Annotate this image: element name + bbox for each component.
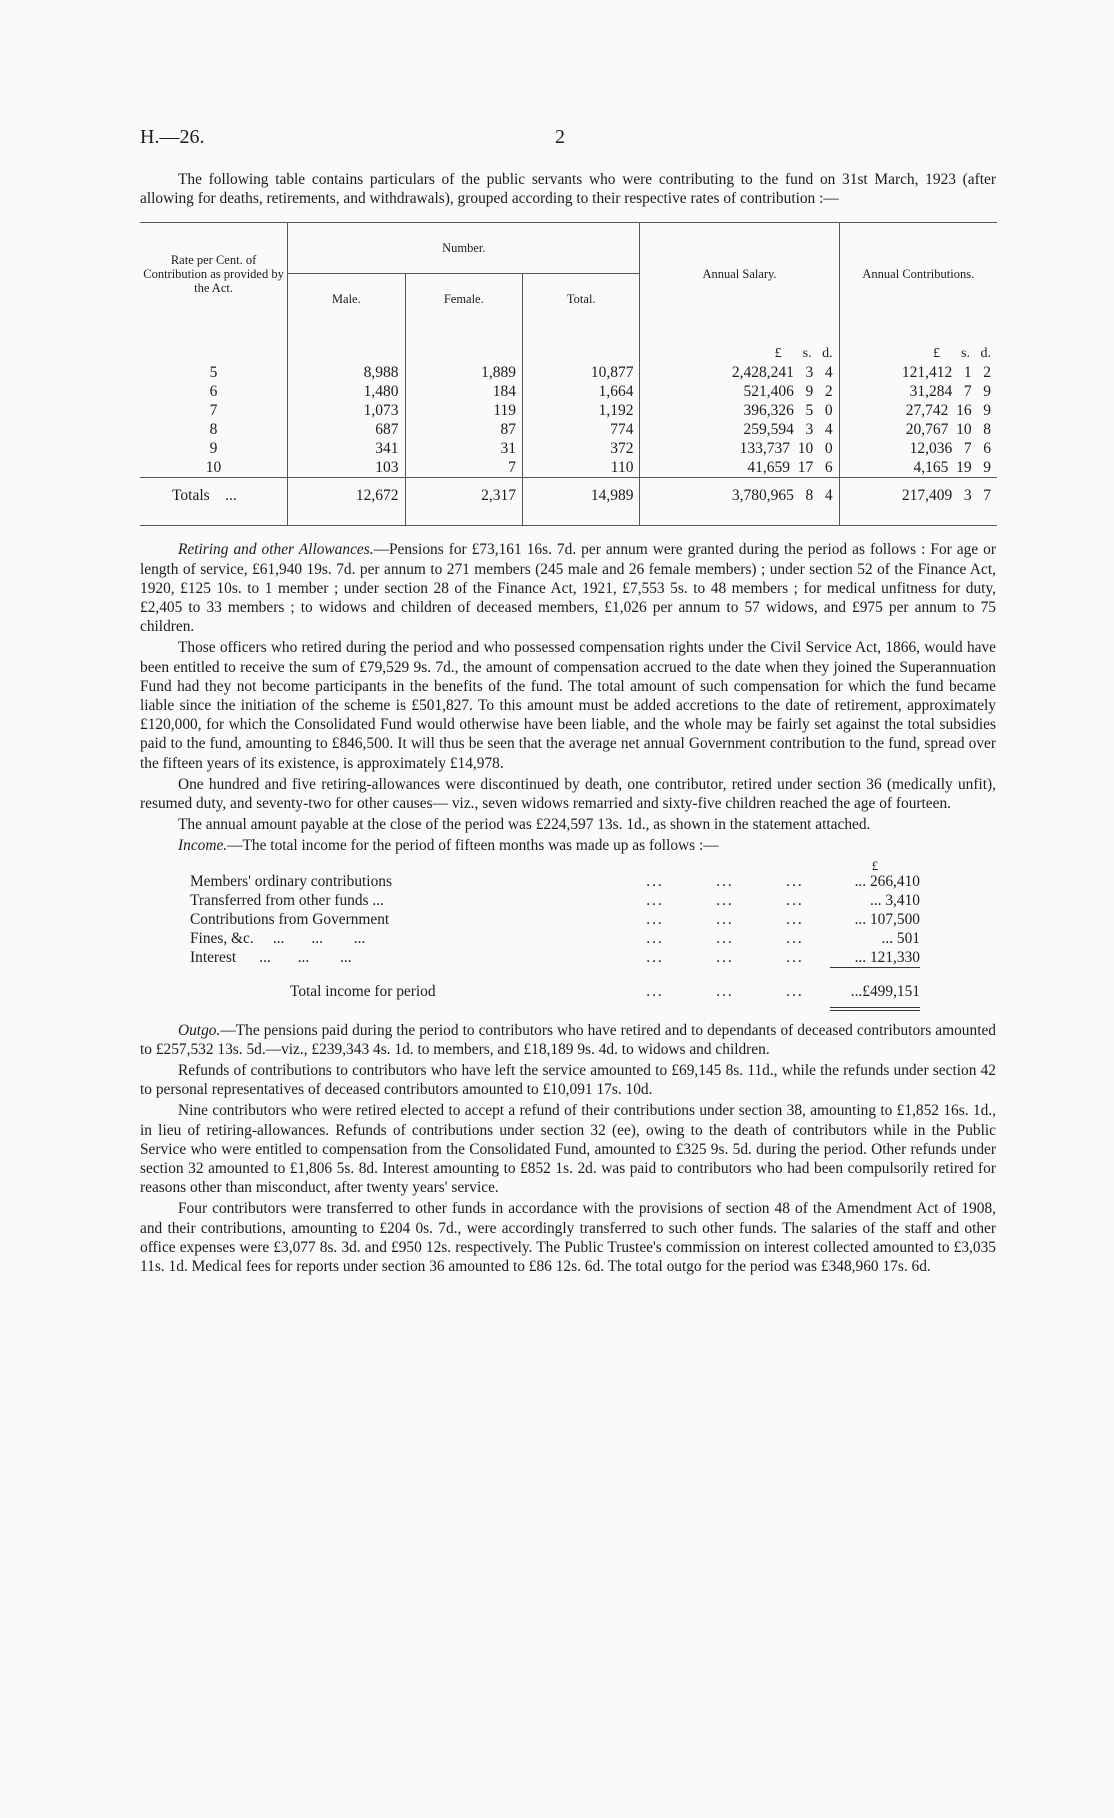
retiring-text: —Pensions for £73,161 16s. 7d. per annum were granted during the period as follows : For age or length of service, £61,940 19s. 7d. per annum to 271 members (245 male and 26 female members) ; under section 52 of the Finance Act, 1920, £125 10s. to 1 member ; under section 28 of the Finance Act, 1921, £7,553 5s. to 48 members ; for medical unfitness for duty, £2,405 to 33 members ; to widows and children of deceased members, £1,026 per annum to 57 widows, and £975 per annum to 75 children. [140, 541, 996, 636]
totals-row [140, 478, 997, 526]
income-amount-cell [830, 872, 920, 891]
income-total-row [190, 967, 920, 1009]
leader-dots: ... [716, 910, 734, 928]
leader-dots: ... [646, 891, 664, 909]
cell-total: 110 [523, 458, 640, 478]
cell-male: 1,073 [288, 401, 405, 420]
income-amount: 121,330 [869, 948, 920, 966]
leader-dots: ... [646, 948, 664, 966]
refunds-paragraph: Refunds of contributions to contributors who have left the service amounted to £69,145 8s. 11d., while the refunds under section 42 to personal representatives of deceased contributors amounted to £10,091 17s. 10d. [140, 1062, 996, 1099]
header-total: Total. [523, 274, 640, 325]
leader-dots: ... [869, 891, 882, 909]
cell-rate: 7 [209, 402, 218, 420]
income-total-cell [830, 967, 920, 1009]
header-female: Female. [405, 274, 522, 325]
leader-dots: ... [854, 872, 867, 890]
leader-dots: ... [786, 910, 804, 928]
leader-dots: ... [646, 929, 664, 947]
cell-rate: 6 [209, 383, 218, 401]
cell-rate: 8 [209, 421, 218, 439]
totals-contrib: 217,409 3 7 [839, 478, 997, 526]
cell-contrib: 20,767 10 8 [839, 420, 997, 439]
table-row [140, 382, 997, 401]
cell-female: 184 [405, 382, 522, 401]
cell-salary: 521,406 9 2 [640, 382, 839, 401]
cell-contrib: 31,284 7 9 [839, 382, 997, 401]
header-male: Male. [288, 274, 405, 325]
document-page [140, 126, 996, 1276]
officers-paragraph: Those officers who retired during the period and who possessed compensation rights under the Civil Service Act, 1866, would have been entitled to receive the sum of £79,529 9s. 7d., the amount of compensation accrued to the date when they joined the Superannuation Fund had they not become participants in the benefits of the fund. The total amount of such compensation for which the fund became liable since the initiation of the scheme is £501,827. To this amount must be added accretions to the date of retirement, approximately £120,000, for which the Consolidated Fund would otherwise have been liable, and the whole may be fairly set against the total subsidies paid to the fund, amounting to £846,500. It will thus be seen that the average net annual Government contribution to the fund, spread over the fifteen years of its existence, is approximately £14,978. [140, 639, 996, 772]
header-salary: Annual Salary. [640, 223, 839, 325]
cell-male: 103 [288, 458, 405, 478]
cell-salary: 41,659 17 6 [640, 458, 839, 478]
income-paragraph [140, 836, 996, 855]
income-table [190, 857, 920, 1011]
leader-dots: ... [786, 948, 804, 966]
table-row [140, 420, 997, 439]
cell-salary: 2,428,241 3 4 [640, 363, 839, 382]
nine-contributors-paragraph: Nine contributors who were retired elected to accept a refund of their contributions under section 38, amounting to £1,852 16s. 1d., in lieu of retiring-allowances. Refunds of contributions under section 32 (ee), owing to the death of contributors while in the Public Service who were entitled to compensation from the Consolidated Fund, amounted to £325 9s. 5d. during the period. Other refunds under section 32 amounted to £1,806 5s. 8d. Interest amounting to £852 1s. 2d. was paid to contributors who had been compulsorily retired for reasons other than misconduct, after twenty years' service. [140, 1102, 996, 1197]
cell-male: 341 [288, 439, 405, 458]
income-row [190, 910, 920, 929]
leader-dots: ... [786, 929, 804, 947]
cell-female: 7 [405, 458, 522, 478]
totals-salary: 3,780,965 8 4 [640, 478, 839, 526]
cell-contrib: 121,412 1 2 [839, 363, 997, 382]
page-header [140, 126, 996, 162]
cell-total: 10,877 [523, 363, 640, 382]
leader-dots: ... [850, 982, 863, 1000]
income-amount: 501 [896, 929, 920, 947]
totals-male: 12,672 [288, 478, 405, 526]
cell-contrib: 12,036 7 6 [839, 439, 997, 458]
income-amount-cell [830, 910, 920, 929]
leader-dots: ... [786, 983, 804, 1001]
totals-label [140, 478, 288, 526]
cell-male: 687 [288, 420, 405, 439]
cell-contrib: 27,742 16 9 [839, 401, 997, 420]
income-pound-symbol: £ [871, 857, 879, 873]
table-row [140, 458, 997, 478]
income-total: £499,151 [862, 982, 920, 1000]
cell-total: 372 [523, 439, 640, 458]
totals-label-text: Totals [172, 487, 210, 505]
leader-dots: ... [854, 948, 867, 966]
leader-dots: ... [716, 872, 734, 890]
cell-rate: 10 [205, 459, 222, 477]
page-number: 2 [555, 126, 565, 148]
retiring-heading: Retiring and other Allowances. [178, 541, 374, 559]
leader-dots: ... [881, 929, 894, 947]
cell-female: 119 [405, 401, 522, 420]
outgo-heading: Outgo. [178, 1021, 221, 1039]
totals-dots: ... [225, 487, 237, 505]
leader-dots: ... [716, 891, 734, 909]
contrib-units: £ s. d. [839, 342, 997, 363]
header-contributions: Annual Contributions. [839, 223, 997, 325]
discontinued-paragraph: One hundred and five retiring-allowances were discontinued by death, one contributor, retired under section 36 (medically unfit), resumed duty, and seventy-two for other causes— viz., seven widows remarried and sixty-five children reached the age of fourteen. [140, 775, 996, 813]
income-text: —The total income for the period of fifteen months was made up as follows :— [227, 837, 719, 855]
cell-salary: 259,594 3 4 [640, 420, 839, 439]
table-row [140, 401, 997, 420]
cell-total: 774 [523, 420, 640, 439]
body-text [140, 540, 996, 1276]
cell-female: 87 [405, 420, 522, 439]
income-label: Transferred from other funds ... [190, 891, 384, 909]
income-heading: Income. [178, 837, 228, 855]
cell-contrib: 4,165 19 9 [839, 458, 997, 478]
salary-units: £ s. d. [640, 342, 839, 363]
annual-amount-paragraph: The annual amount payable at the close of the period was £224,597 13s. 1d., as shown in the statement attached. [178, 816, 871, 834]
cell-rate: 5 [209, 364, 218, 382]
cell-total: 1,664 [523, 382, 640, 401]
income-row [190, 891, 920, 910]
outgo-paragraph [140, 1021, 996, 1059]
income-label: Fines, &c. ... ... ... [190, 929, 366, 947]
cell-total: 1,192 [523, 401, 640, 420]
income-amount-cell [830, 948, 920, 968]
leader-dots: ... [716, 948, 734, 966]
cell-female: 1,889 [405, 363, 522, 382]
leader-dots: ... [854, 910, 867, 928]
income-row [190, 948, 920, 968]
income-label: Interest ... ... ... [190, 948, 352, 966]
leader-dots: ... [646, 872, 664, 890]
leader-dots: ... [646, 983, 664, 1001]
cell-male: 1,480 [288, 382, 405, 401]
income-label: Members' ordinary contributions [190, 872, 392, 890]
contributors-table [140, 222, 997, 526]
income-label: Contributions from Government [190, 910, 390, 928]
retiring-paragraph [140, 540, 996, 636]
leader-dots: ... [786, 872, 804, 890]
cell-male: 8,988 [288, 363, 405, 382]
income-row [190, 872, 920, 891]
leader-dots: ... [716, 983, 734, 1001]
document-reference: H.—26. [140, 126, 205, 148]
income-amount: 107,500 [869, 910, 920, 928]
cell-salary: 133,737 10 0 [640, 439, 839, 458]
cell-salary: 396,326 5 0 [640, 401, 839, 420]
four-contributors-paragraph: Four contributors were transferred to other funds in accordance with the provisions of section 48 of the Amendment Act of 1908, and their contributions, amounting to £204 0s. 7d., were accordingly transferred to such other funds. The salaries of the staff and other office expenses were £3,077 8s. 3d. and £950 12s. respectively. The Public Trustee's commission on interest collected amounted to £3,035 11s. 1d. Medical fees for reports under section 36 amounted to £86 12s. 6d. The total outgo for the period was £348,960 17s. 6d. [140, 1200, 996, 1276]
leader-dots: ... [646, 910, 664, 928]
intro-paragraph: The following table contains particulars of the public servants who were contributing to the fund on 31st March, 1923 (after allowing for deaths, retirements, and withdrawals), grouped according to their respective rates of contribution :— [140, 171, 996, 208]
header-rate: Rate per Cent. of Contribution as provided by the Act. [143, 252, 284, 295]
totals-total: 14,989 [523, 478, 640, 526]
income-amount: 3,410 [885, 891, 920, 909]
income-total-label: Total income for period [290, 983, 436, 1001]
cell-rate: 9 [209, 440, 218, 458]
income-amount-cell [830, 929, 920, 948]
income-row [190, 929, 920, 948]
outgo-text: —The pensions paid during the period to contributors who have retired and to dependants of deceased contributors amounted to £257,532 13s. 5d.—viz., £239,343 4s. 1d. to members, and £18,189 9s. 4d. to widows and children. [140, 1021, 996, 1058]
cell-female: 31 [405, 439, 522, 458]
table-row [140, 439, 997, 458]
totals-female: 2,317 [405, 478, 522, 526]
header-number: Number. [288, 223, 640, 274]
income-amount: 266,410 [869, 872, 920, 890]
table-row [140, 363, 997, 382]
leader-dots: ... [786, 891, 804, 909]
leader-dots: ... [716, 929, 734, 947]
income-amount-cell [830, 891, 920, 910]
